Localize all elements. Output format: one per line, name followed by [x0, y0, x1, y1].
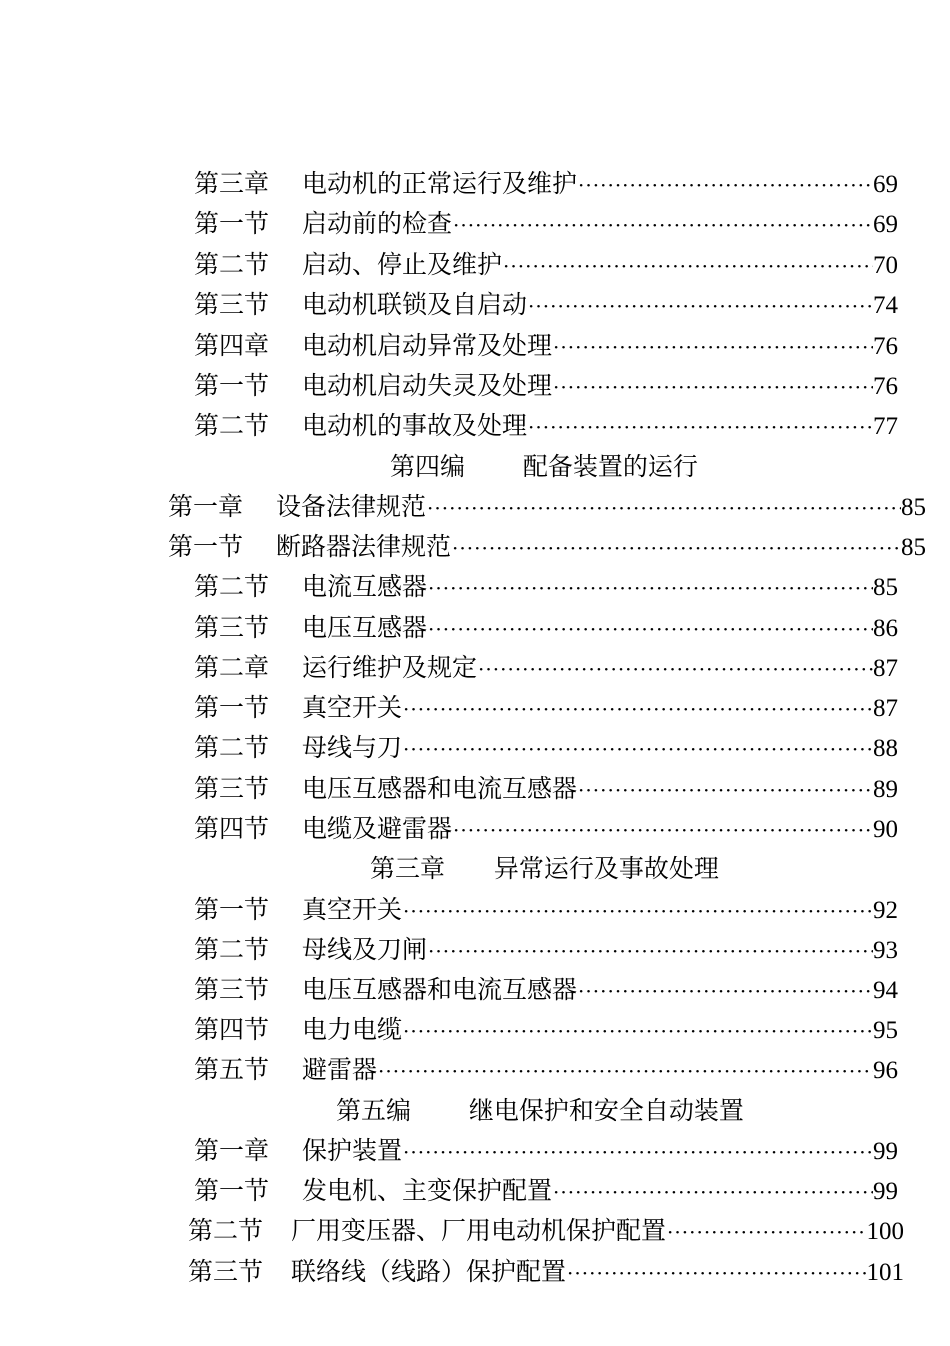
toc-entry-page: 92 [873, 897, 898, 924]
toc-entry-title: 电缆及避雷器 [302, 814, 453, 843]
toc-entry-label: 第一节 [194, 693, 270, 722]
dot-leader [577, 772, 873, 808]
toc-entry-label: 第二节 [188, 1216, 264, 1245]
toc-entry[interactable] [168, 529, 926, 565]
toc-entry-title: 真空开关 [302, 693, 403, 722]
toc-entry[interactable] [194, 1173, 898, 1209]
toc-entry-title: 断路器法律规范 [276, 532, 452, 561]
toc-entry-page: 90 [873, 816, 898, 843]
dot-leader [402, 1134, 873, 1170]
dot-leader [426, 490, 901, 526]
toc-entry-label: 第一节 [194, 895, 270, 924]
toc-entry-page: 77 [873, 413, 898, 440]
toc-entry-label: 第四节 [194, 814, 270, 843]
dot-leader [402, 691, 873, 727]
dot-leader [552, 1174, 873, 1210]
toc-entry[interactable] [194, 1052, 898, 1088]
toc-entry-title: 电压互感器和电流互感器 [302, 975, 578, 1004]
toc-entry[interactable] [194, 206, 898, 242]
dot-leader [566, 1255, 866, 1291]
dot-leader [451, 530, 901, 566]
heading-title: 异常运行及事故处理 [493, 854, 719, 883]
dot-leader [502, 248, 873, 284]
toc-entry-label: 第五节 [194, 1055, 270, 1084]
section-heading [336, 1093, 744, 1129]
toc-entry-page: 70 [873, 252, 898, 279]
toc-entry-label: 第二章 [194, 653, 270, 682]
toc-entry-title: 厂用变压器、厂用电动机保护配置 [291, 1216, 667, 1245]
toc-entry[interactable] [194, 166, 898, 202]
dot-leader [427, 570, 873, 606]
toc-entry-title: 电力电缆 [302, 1015, 403, 1044]
toc-entry-title: 电动机联锁及自启动 [302, 290, 528, 319]
dot-leader [452, 207, 873, 243]
toc-entry[interactable] [188, 1213, 904, 1249]
toc-entry-label: 第四章 [194, 331, 270, 360]
toc-entry[interactable] [194, 730, 898, 766]
toc-entry-label: 第三章 [194, 169, 270, 198]
toc-entry-page: 69 [873, 211, 898, 238]
toc-entry-label: 第三节 [188, 1257, 264, 1286]
dot-leader [402, 731, 873, 767]
toc-entry-label: 第一章 [194, 1136, 270, 1165]
toc-entry[interactable] [168, 489, 926, 525]
toc-entry-label: 第一节 [194, 371, 270, 400]
toc-entry[interactable] [194, 368, 898, 404]
toc-entry-title: 电动机的事故及处理 [302, 411, 528, 440]
toc-entry-page: 74 [873, 292, 898, 319]
toc-entry[interactable] [194, 569, 898, 605]
toc-entry-page: 100 [866, 1218, 904, 1245]
heading-label: 第五编 [336, 1096, 412, 1125]
toc-entry[interactable] [194, 650, 898, 686]
toc-entry-page: 99 [873, 1178, 898, 1205]
toc-entry-title: 电压互感器和电流互感器 [302, 774, 578, 803]
toc-entry-page: 93 [873, 937, 898, 964]
toc-entry-label: 第二节 [194, 411, 270, 440]
toc-entry-label: 第一章 [168, 492, 244, 521]
dot-leader [477, 651, 873, 687]
toc-entry-title: 联络线（线路）保护配置 [291, 1257, 567, 1286]
toc-entry[interactable] [194, 932, 898, 968]
toc-entry-page: 69 [873, 171, 898, 198]
toc-entry-page: 85 [873, 574, 898, 601]
toc-entry-label: 第三节 [194, 774, 270, 803]
toc-entry-label: 第二节 [194, 935, 270, 964]
dot-leader [427, 933, 873, 969]
toc-entry-page: 85 [901, 494, 926, 521]
toc-entry[interactable] [194, 408, 898, 444]
toc-entry-title: 运行维护及规定 [302, 653, 478, 682]
toc-entry-page: 85 [901, 534, 926, 561]
toc-entry-page: 86 [873, 615, 898, 642]
toc-entry-title: 电动机启动失灵及处理 [302, 371, 553, 400]
toc-entry[interactable] [194, 287, 898, 323]
toc-entry-page: 94 [873, 977, 898, 1004]
toc-entry-title: 避雷器 [302, 1055, 378, 1084]
toc-entry-title: 保护装置 [302, 1136, 403, 1165]
dot-leader [577, 973, 873, 1009]
heading-label: 第三章 [370, 854, 446, 883]
dot-leader [427, 611, 873, 647]
toc-entry-title: 电压互感器 [302, 613, 428, 642]
toc-entry[interactable] [194, 972, 898, 1008]
dot-leader [527, 409, 873, 445]
section-heading [370, 851, 719, 887]
toc-entry-page: 87 [873, 695, 898, 722]
toc-entry-title: 真空开关 [302, 895, 403, 924]
heading-title: 继电保护和安全自动装置 [468, 1096, 744, 1125]
toc-entry-page: 99 [873, 1138, 898, 1165]
heading-label: 第四编 [390, 452, 466, 481]
toc-entry-page: 87 [873, 655, 898, 682]
toc-entry[interactable] [188, 1254, 904, 1290]
toc-entry-title: 启动、停止及维护 [302, 250, 503, 279]
toc-entry-title: 电动机的正常运行及维护 [302, 169, 578, 198]
toc-entry-label: 第一节 [168, 532, 244, 561]
toc-entry[interactable] [194, 690, 898, 726]
toc-entry[interactable] [194, 771, 898, 807]
toc-entry-label: 第四节 [194, 1015, 270, 1044]
toc-entry-page: 89 [873, 776, 898, 803]
dot-leader [452, 812, 873, 848]
toc-entry-label: 第三节 [194, 613, 270, 642]
toc-entry[interactable] [194, 328, 898, 364]
toc-entry-page: 88 [873, 735, 898, 762]
dot-leader [552, 369, 873, 405]
toc-entry-page: 96 [873, 1057, 898, 1084]
toc-entry-page: 76 [873, 333, 898, 360]
toc-entry[interactable] [194, 1012, 898, 1048]
toc-entry-title: 母线及刀闸 [302, 935, 428, 964]
toc-entry-title: 电流互感器 [302, 572, 428, 601]
toc-entry-title: 发电机、主变保护配置 [302, 1176, 553, 1205]
section-heading [390, 449, 698, 485]
toc-entry-title: 母线与刀 [302, 733, 403, 762]
dot-leader [552, 329, 873, 365]
toc-entry[interactable] [194, 811, 898, 847]
toc-entry-label: 第三节 [194, 975, 270, 1004]
toc-entry[interactable] [194, 247, 898, 283]
dot-leader [666, 1214, 866, 1250]
toc-entry-label: 第一节 [194, 209, 270, 238]
toc-entry-label: 第二节 [194, 733, 270, 762]
toc-entry[interactable] [194, 610, 898, 646]
heading-title: 配备装置的运行 [522, 452, 698, 481]
toc-entry-page: 76 [873, 373, 898, 400]
toc-entry-title: 启动前的检查 [302, 209, 453, 238]
toc-entry-page: 95 [873, 1017, 898, 1044]
toc-entry-page: 101 [866, 1259, 904, 1286]
toc-entry[interactable] [194, 1133, 898, 1169]
toc-entry-title: 电动机启动异常及处理 [302, 331, 553, 360]
dot-leader [402, 1013, 873, 1049]
dot-leader [527, 288, 873, 324]
toc-entry-label: 第二节 [194, 572, 270, 601]
toc-entry-label: 第三节 [194, 290, 270, 319]
toc-entry[interactable] [194, 892, 898, 928]
dot-leader [377, 1053, 873, 1089]
toc-entry-title: 设备法律规范 [276, 492, 427, 521]
dot-leader [577, 167, 873, 203]
dot-leader [402, 893, 873, 929]
toc-entry-label: 第二节 [194, 250, 270, 279]
toc-entry-label: 第一节 [194, 1176, 270, 1205]
